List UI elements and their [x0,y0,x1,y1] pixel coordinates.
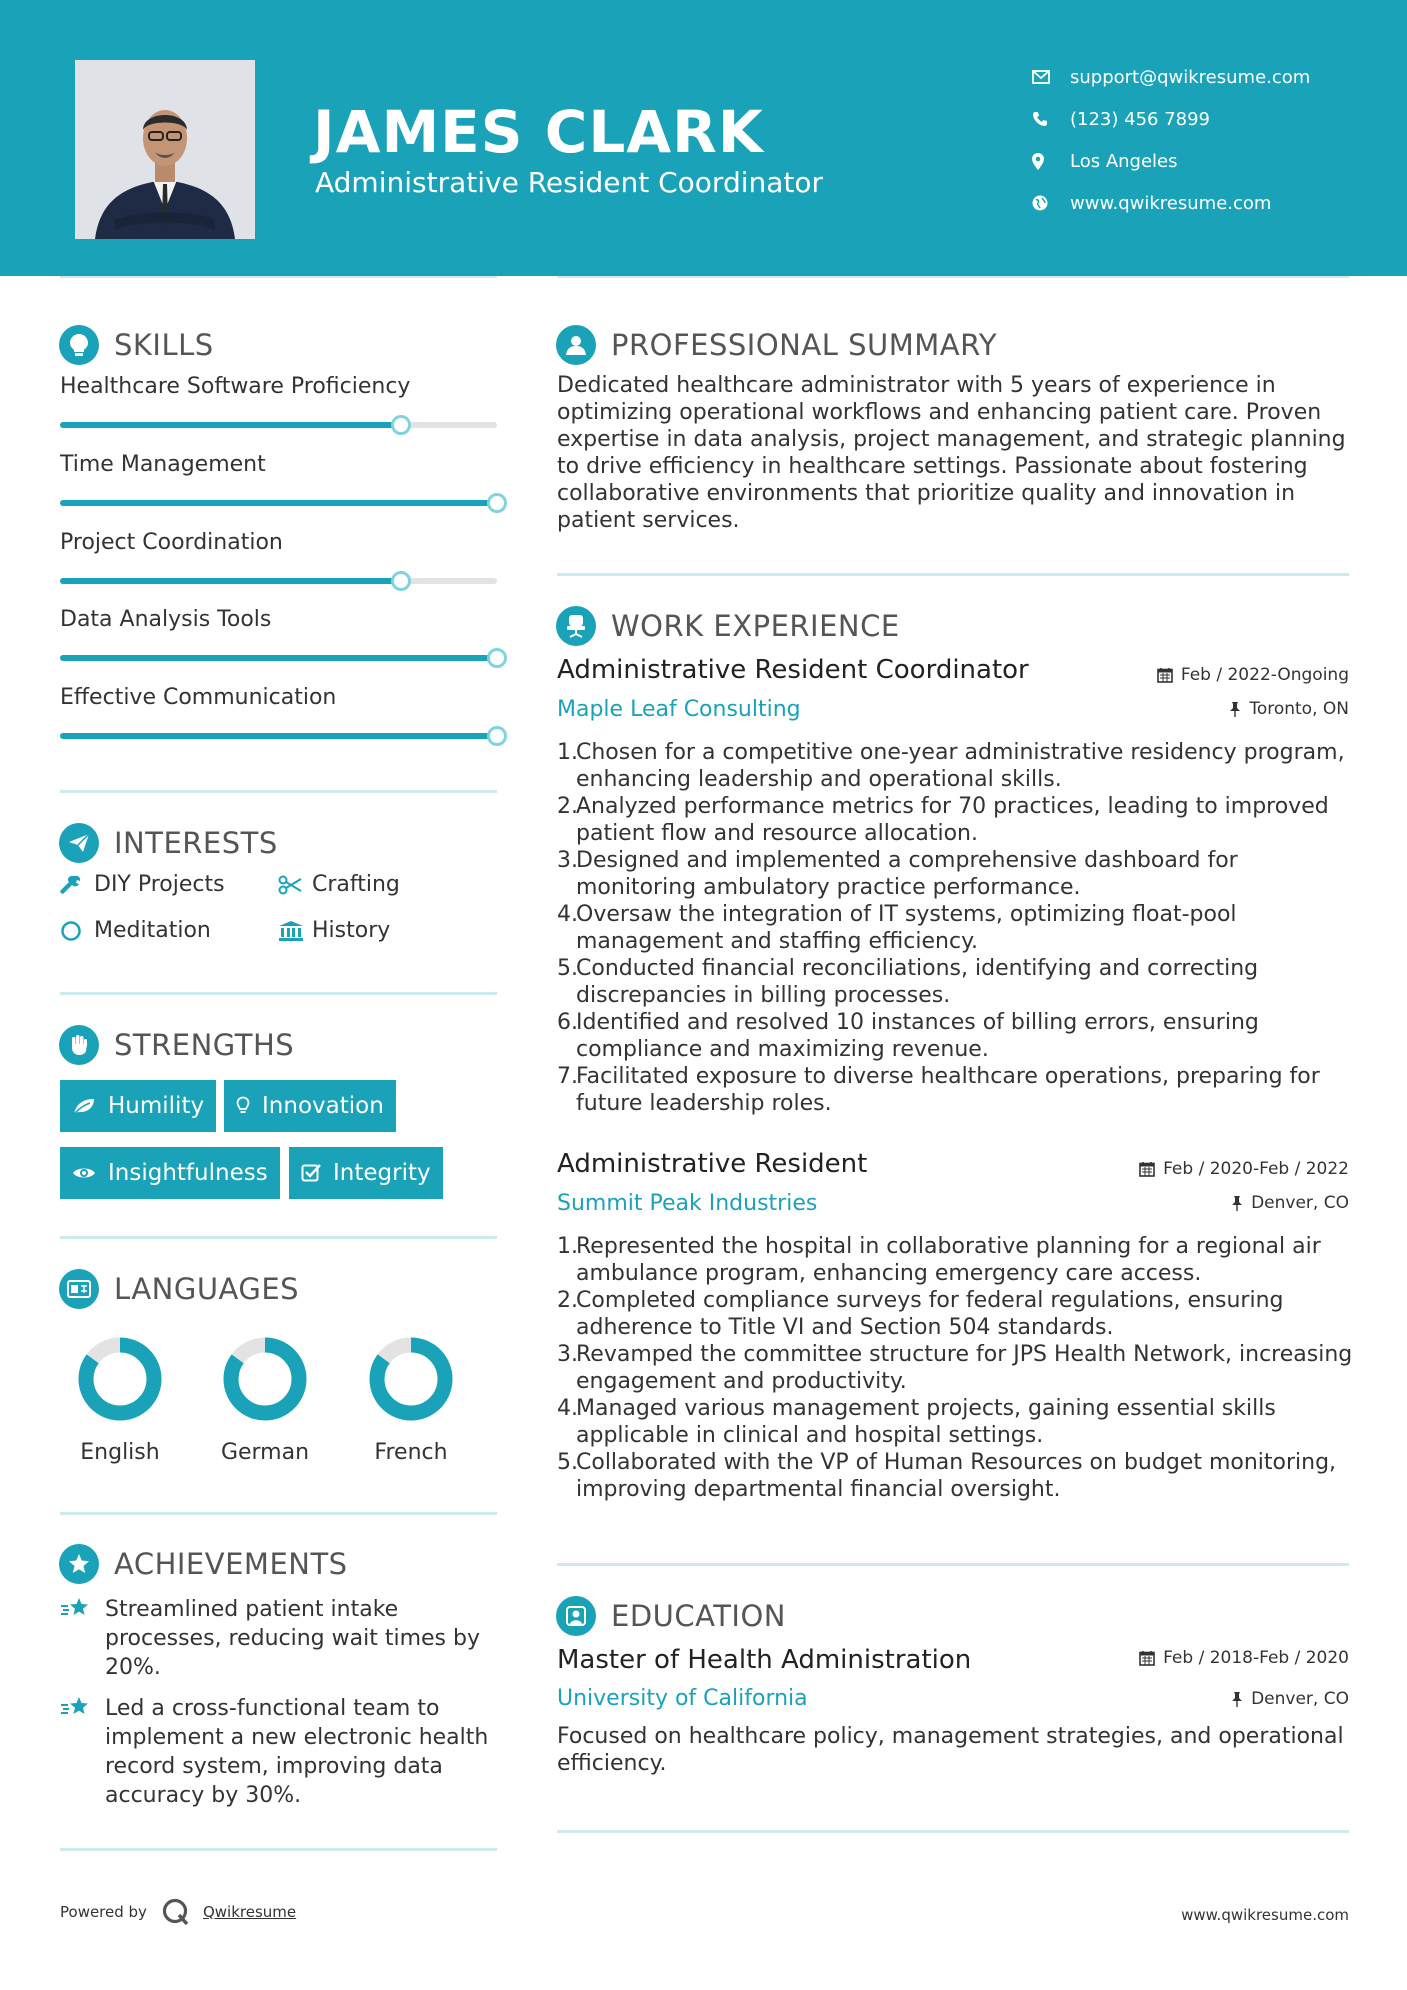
contact-website-text: www.qwikresume.com [1070,192,1272,214]
job-bullet-text: Identified and resolved 10 instances of billing errors, ensuring compliance and maximizing revenue. [576,1010,1259,1062]
skill-bar-knob [487,726,507,746]
email-icon [1032,67,1070,87]
strength-label: Integrity [333,1160,431,1186]
calendar-icon [1139,1650,1155,1666]
powered-by-text: Powered by [60,1903,147,1921]
skill-bar-knob [391,415,411,435]
skill-bar [60,422,497,428]
lightbulb-icon [236,1096,250,1116]
contact-list [1032,56,1310,224]
job-bullet: 5. Collaborated with the VP of Human Resources on budget monitoring, improving departmental financial oversight. [557,1449,1357,1503]
job-bullet: 4. Oversaw the integration of IT systems, optimizing float-pool management and staffing efficiency. [557,901,1357,955]
job-location [1229,699,1349,719]
education-heading: EDUCATION [611,1599,787,1633]
language-name: German [220,1440,310,1465]
achievement-item [60,1595,500,1682]
contact-location-text: Los Angeles [1070,150,1178,172]
interest-item [60,872,225,897]
job-bullet-text: Collaborated with the VP of Human Resources on budget monitoring, improving departmental financial oversight. [576,1450,1337,1502]
shooting-star-icon [60,1595,105,1682]
eye-icon [72,1165,96,1181]
skill-bar [60,733,497,739]
job-title: Administrative Resident Coordinator [557,655,1029,685]
fist-icon [59,1025,99,1065]
summary-text: Dedicated healthcare administrator with 5 years of experience in optimizing operational workflows and enhancing patient care. Proven expertise in data analysis, project management, and strategic planning to drive efficiency in healthcare settings. Passionate about fostering collaborative environments that prioritize quality and innovation in patient services. [557,373,1346,533]
star-badge-icon [59,1544,99,1584]
location-icon [1032,151,1070,171]
divider [60,790,497,793]
job-bullet: 2. Completed compliance surveys for federal regulations, ensuring adherence to Title VI and Section 504 standards. [557,1287,1357,1341]
strengths-section-header [59,1025,294,1065]
job-bullets [557,1233,1357,1503]
divider [60,1512,497,1515]
divider [557,573,1349,576]
header-banner [0,0,1407,276]
job-date [1139,1159,1349,1179]
skill-bar-fill [60,500,497,506]
job-bullet: 1. Chosen for a competitive one-year administrative residency program, enhancing leadership and operational skills. [557,739,1357,793]
interest-label: History [312,918,391,943]
lightbulb-icon [59,325,99,365]
qwikresume-logo [161,1897,191,1927]
skill-bar-fill [60,578,401,584]
divider [557,1563,1349,1566]
job-bullet: 3. Revamped the committee structure for JPS Health Network, increasing engagement and productivity. [557,1341,1357,1395]
achievement-text: Streamlined patient intake processes, reducing wait times by 20%. [105,1597,480,1680]
summary-section-header [556,325,997,365]
interest-label: Meditation [94,918,211,943]
achievements-heading: ACHIEVEMENTS [114,1547,348,1581]
achievement-item [60,1694,500,1810]
strength-chip [224,1080,396,1132]
profile-photo [75,60,255,239]
leaf-icon [72,1097,96,1115]
skill-bar-knob [487,493,507,513]
job-bullet-text: Represented the hospital in collaborative planning for a regional air ambulance program, enhancing emergency care access. [576,1234,1321,1286]
skill-bar [60,578,497,584]
skill-bar-knob [487,648,507,668]
job-location-text: Denver, CO [1251,1193,1349,1213]
job-company: Summit Peak Industries [557,1191,818,1216]
job-company: Maple Leaf Consulting [557,697,801,722]
job-bullet-text: Managed various management projects, gaining essential skills applicable in clinical and hospital settings. [576,1396,1276,1448]
strength-chip [289,1147,443,1199]
translate-icon [59,1269,99,1309]
divider [60,992,497,995]
education-school: University of California [557,1686,808,1711]
contact-location [1032,140,1310,182]
divider [60,1236,497,1239]
skills-section-header [59,325,214,365]
job-bullet-text: Analyzed performance metrics for 70 practices, leading to improved patient flow and resource allocation. [576,794,1329,846]
job-bullet-text: Facilitated exposure to diverse healthcare operations, preparing for future leadership roles. [576,1064,1320,1116]
job-date [1157,665,1349,685]
skill-bar-fill [60,733,497,739]
qwikresume-link[interactable]: Qwikresume [202,1903,297,1921]
education-section-header [556,1596,786,1636]
job-bullet-text: Chosen for a competitive one-year administrative residency program, enhancing leadership and operational skills. [576,740,1345,792]
globe-icon [1032,193,1070,213]
strength-chip [60,1080,216,1132]
strengths-heading: STRENGTHS [114,1028,295,1062]
job-bullet: 5. Conducted financial reconciliations, identifying and correcting discrepancies in billing processes. [557,955,1357,1009]
candidate-name: JAMES CLARK [313,98,764,166]
language-ring [220,1334,310,1424]
strength-label: Innovation [262,1093,384,1119]
job-bullet: 6. Identified and resolved 10 instances of billing errors, ensuring compliance and maximizing revenue. [557,1009,1357,1063]
education-date-text: Feb / 2018-Feb / 2020 [1163,1648,1349,1668]
language-name: French [374,1440,448,1465]
job-bullet: 1. Represented the hospital in collaborative planning for a regional air ambulance program, enhancing emergency care access. [557,1233,1357,1287]
skill-name: Data Analysis Tools [60,607,272,632]
strength-chip [60,1147,280,1199]
interests-section-header [59,823,278,863]
graduate-icon [556,1596,596,1636]
job-location [1231,1193,1349,1213]
job-bullet: 3. Designed and implemented a comprehensive dashboard for monitoring ambulatory practice performance. [557,847,1357,901]
interests-heading: INTERESTS [114,826,278,860]
circle-icon [60,920,94,942]
languages-section-header [59,1269,299,1309]
user-icon [556,325,596,365]
achievements-section-header [59,1544,348,1584]
achievement-text: Led a cross-functional team to implement a new electronic health record system, improving data accuracy by 30%. [105,1696,489,1808]
skill-bar-knob [391,571,411,591]
skill-bar-fill [60,422,401,428]
candidate-title: Administrative Resident Coordinator [315,166,824,199]
interest-item [278,872,400,897]
divider [557,276,1349,278]
contact-website[interactable] [1032,182,1310,224]
language-ring [75,1334,165,1424]
job-bullet-text: Completed compliance surveys for federal regulations, ensuring adherence to Title VI and Section 504 standards. [576,1288,1284,1340]
job-location-text: Toronto, ON [1249,699,1349,719]
contact-email-text: support@qwikresume.com [1070,66,1311,88]
divider [60,276,497,278]
contact-phone-text: (123) 456 7899 [1070,108,1211,130]
skill-name: Time Management [60,452,266,477]
phone-icon [1032,109,1070,129]
divider [557,1830,1349,1833]
interest-label: Crafting [312,872,400,897]
scissors-icon [278,875,312,895]
wrench-icon [60,874,94,896]
job-date-text: Feb / 2022-Ongoing [1180,665,1349,685]
job-title: Administrative Resident [557,1149,868,1179]
skill-name: Project Coordination [60,530,283,555]
briefcase-chair-icon [556,606,596,646]
interest-item [60,918,211,943]
education-degree: Master of Health Administration [557,1645,972,1675]
divider [60,1848,497,1851]
strength-label: Insightfulness [108,1160,268,1186]
summary-heading: PROFESSIONAL SUMMARY [611,328,998,362]
experience-section-header [556,606,900,646]
footer-website[interactable]: www.qwikresume.com [1181,1906,1349,1924]
pushpin-icon [1231,1195,1243,1211]
footer-powered-by [60,1897,296,1927]
pushpin-icon [1229,701,1241,717]
shooting-star-icon [60,1694,105,1810]
job-bullet-text: Revamped the committee structure for JPS Health Network, increasing engagement and productivity. [576,1342,1353,1394]
check-square-icon [301,1163,321,1183]
job-bullet-text: Oversaw the integration of IT systems, optimizing float-pool management and staffing efficiency. [576,902,1237,954]
contact-email[interactable] [1032,56,1310,98]
calendar-icon [1157,667,1173,683]
strength-label: Humility [108,1093,205,1119]
education-location-text: Denver, CO [1251,1689,1349,1709]
language-name: English [80,1440,160,1465]
job-bullet-text: Designed and implemented a comprehensive dashboard for monitoring ambulatory practice performance. [576,848,1238,900]
skill-bar-fill [60,655,497,661]
museum-icon [278,920,312,942]
languages-heading: LANGUAGES [114,1272,300,1306]
job-bullet-text: Conducted financial reconciliations, identifying and correcting discrepancies in billing processes. [576,956,1259,1008]
education-date [1139,1648,1349,1668]
pushpin-icon [1231,1691,1243,1707]
skill-name: Healthcare Software Proficiency [60,374,411,399]
calendar-icon [1139,1161,1155,1177]
job-bullet: 7. Facilitated exposure to diverse healthcare operations, preparing for future leadership roles. [557,1063,1357,1117]
skill-bar [60,500,497,506]
interest-label: DIY Projects [94,872,225,897]
job-date-text: Feb / 2020-Feb / 2022 [1163,1159,1349,1179]
job-bullet: 4. Managed various management projects, gaining essential skills applicable in clinical and hospital settings. [557,1395,1357,1449]
job-bullet: 2. Analyzed performance metrics for 70 practices, leading to improved patient flow and resource allocation. [557,793,1357,847]
interest-item [278,918,390,943]
skills-heading: SKILLS [114,328,214,362]
skill-bar [60,655,497,661]
language-ring [366,1334,456,1424]
skill-name: Effective Communication [60,685,337,710]
job-bullets [557,739,1357,1117]
paper-plane-icon [59,823,99,863]
education-location [1231,1689,1349,1709]
contact-phone[interactable] [1032,98,1310,140]
education-description: Focused on healthcare policy, management strategies, and operational efficiency. [557,1724,1344,1776]
experience-heading: WORK EXPERIENCE [611,609,900,643]
